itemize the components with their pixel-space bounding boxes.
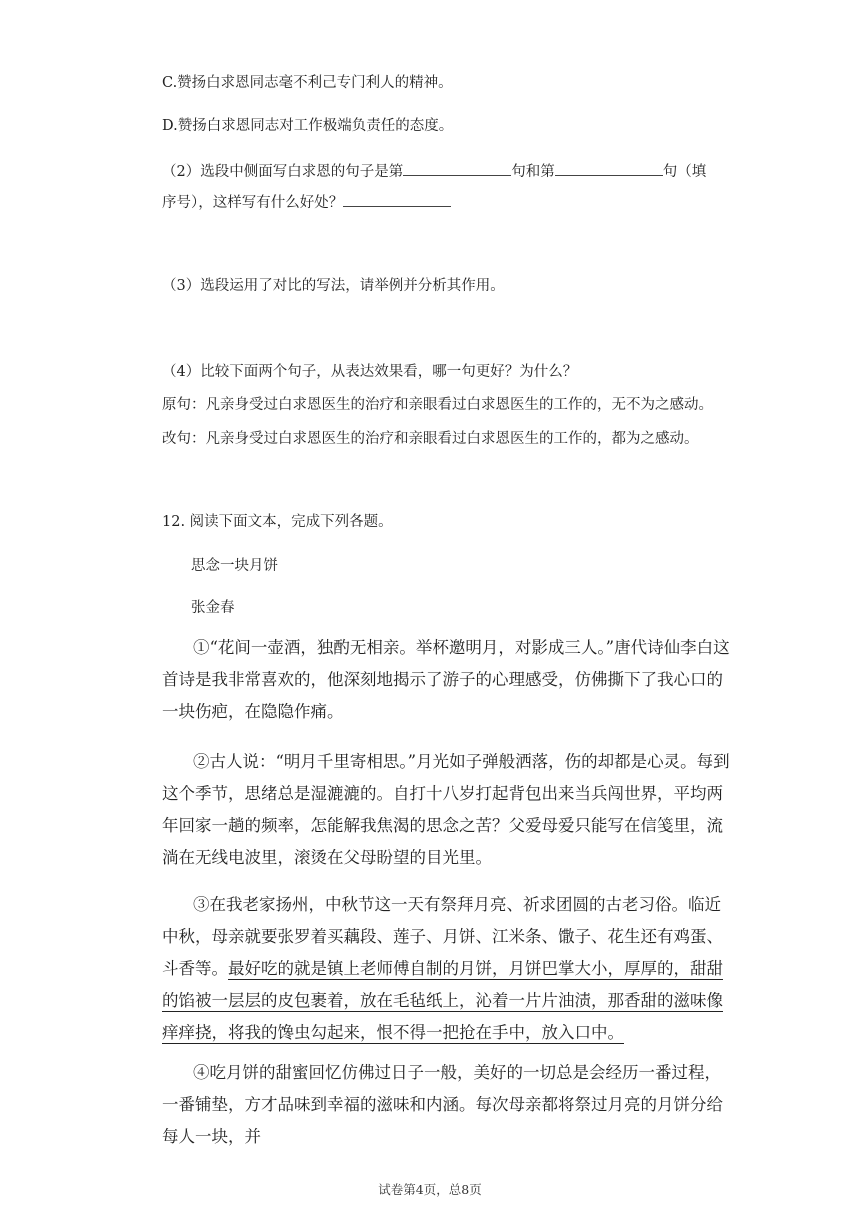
article-author: 张金春 [191, 600, 235, 616]
paragraph-3 [162, 889, 734, 1049]
question-2-text-d: 序号），这样写有什么好处？ [162, 195, 344, 211]
option-d: D.赞扬白求恩同志对工作极端负责任的态度。 [162, 118, 454, 134]
paragraph-4: ④吃月饼的甜蜜回忆仿佛过日子一般，美好的一切总是会经历一番过程，一番铺垫，方才品味到幸福的滋味和内涵。每次母亲都将祭过月亮的月饼分给每人一块，并 [162, 1063, 723, 1146]
question-2-line-2 [162, 191, 451, 213]
paragraph-3-text: ③在我老家扬州，中秋节这一天有祭拜月亮、祈求团圆的古老习俗。临近中秋，母亲就要张罗着买藕段、莲子、月饼、江米条、馓子、花生还有鸡蛋、斗香等。 [162, 895, 723, 978]
option-c: C.赞扬白求恩同志毫不利己专门利人的精神。 [162, 75, 453, 91]
question-12-intro: 12. 阅读下面文本，完成下列各题。 [162, 514, 393, 530]
underlined-sentence: 最好吃的就是镇上老师傅自制的月饼，月饼巴掌大小，厚厚的，甜甜的馅被一层层的皮包裹着，放在毛毡纸上，沁着一片片油渍，那香甜的滋味像痒痒挠，将我的馋虫勾起来，恨不得一把抢在手中，放入口中。 [162, 959, 723, 1042]
paragraph-1: ①“花间一壶酒，独酌无相亲。举杯邀明月，对影成三人。”唐代诗仙李白这首诗是我非常喜欢的，他深刻地揭示了游子的心理感受，仿佛撕下了我心口的一块伤疤，在隐隐作痛。 [162, 638, 730, 721]
question-4: （4）比较下面两个句子，从表达效果看，哪一句更好？为什么？ [162, 364, 578, 380]
question-3: （3）选段运用了对比的写法，请举例并分析其作用。 [162, 278, 505, 294]
answer-blank-2[interactable] [555, 160, 663, 176]
answer-blank-1[interactable] [403, 160, 511, 176]
revised-sentence: 改句：凡亲身受过白求恩医生的治疗和亲眼看过白求恩医生的工作的，都为之感动。 [162, 431, 699, 447]
question-2-text-b: 句和第 [511, 164, 555, 180]
original-sentence: 原句：凡亲身受过白求恩医生的治疗和亲眼看过白求恩医生的工作的，无不为之感动。 [162, 397, 713, 413]
question-2-text-c: 句（填 [662, 164, 707, 180]
page-footer: 试卷第4页，总8页 [378, 1182, 482, 1197]
article-title: 思念一块月饼 [191, 558, 278, 574]
question-2-line-1 [162, 160, 706, 182]
answer-blank-3[interactable] [343, 191, 451, 207]
question-2-text-a: （2）选段中侧面写白求恩的句子是第 [162, 164, 404, 180]
paragraph-2: ②古人说：“明月千里寄相思。”月光如子弹般洒落，伤的却都是心灵。每到这个季节，思绪总是湿漉漉的。自打十八岁打起背包出来当兵闯世界，平均两年回家一趟的频率，怎能解我焦渴的思念之苦？父爱母爱只能写在信笺里，流淌在无线电波里，滚烫在父母盼望的目光里。 [162, 752, 730, 867]
